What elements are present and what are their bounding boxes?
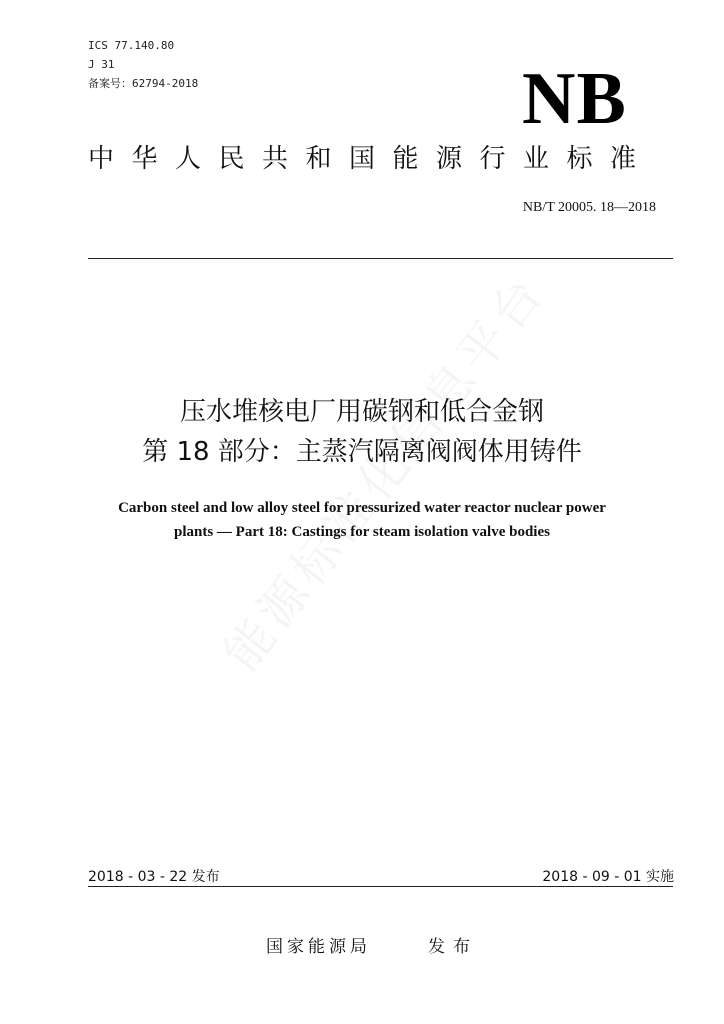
classification-block bbox=[88, 36, 198, 93]
title-en-line-2: plants — Part 18: Castings for steam isolation valve bodies bbox=[174, 524, 550, 540]
issuer: 国家能源局 bbox=[266, 937, 371, 957]
bottom-divider bbox=[88, 886, 673, 887]
document-title-en bbox=[0, 496, 724, 544]
category-code: J 31 bbox=[88, 58, 115, 71]
implement-date: 2018 - 09 - 01 实施 bbox=[542, 869, 674, 885]
document-title-cn bbox=[0, 392, 724, 472]
title-cn-line-1: 压水堆核电厂用碳钢和低合金钢 bbox=[179, 397, 544, 427]
title-cn-line-2: 第 18 部分：主蒸汽隔离阀阀体用铸件 bbox=[142, 437, 582, 467]
title-en-line-1: Carbon steel and low alloy steel for pressurized water reactor nuclear power bbox=[118, 500, 606, 516]
issued-label: 发布 bbox=[428, 937, 478, 957]
standard-number: NB/T 20005. 18—2018 bbox=[522, 200, 656, 215]
record-number: 备案号：62794-2018 bbox=[88, 77, 199, 90]
publish-date: 2018 - 03 - 22 发布 bbox=[88, 869, 220, 885]
nb-logo: NB bbox=[522, 58, 627, 140]
ics-code: ICS 77.140.80 bbox=[88, 39, 175, 52]
top-divider bbox=[88, 258, 673, 259]
standard-title: 中华人民共和国能源行业标准 bbox=[88, 144, 654, 174]
